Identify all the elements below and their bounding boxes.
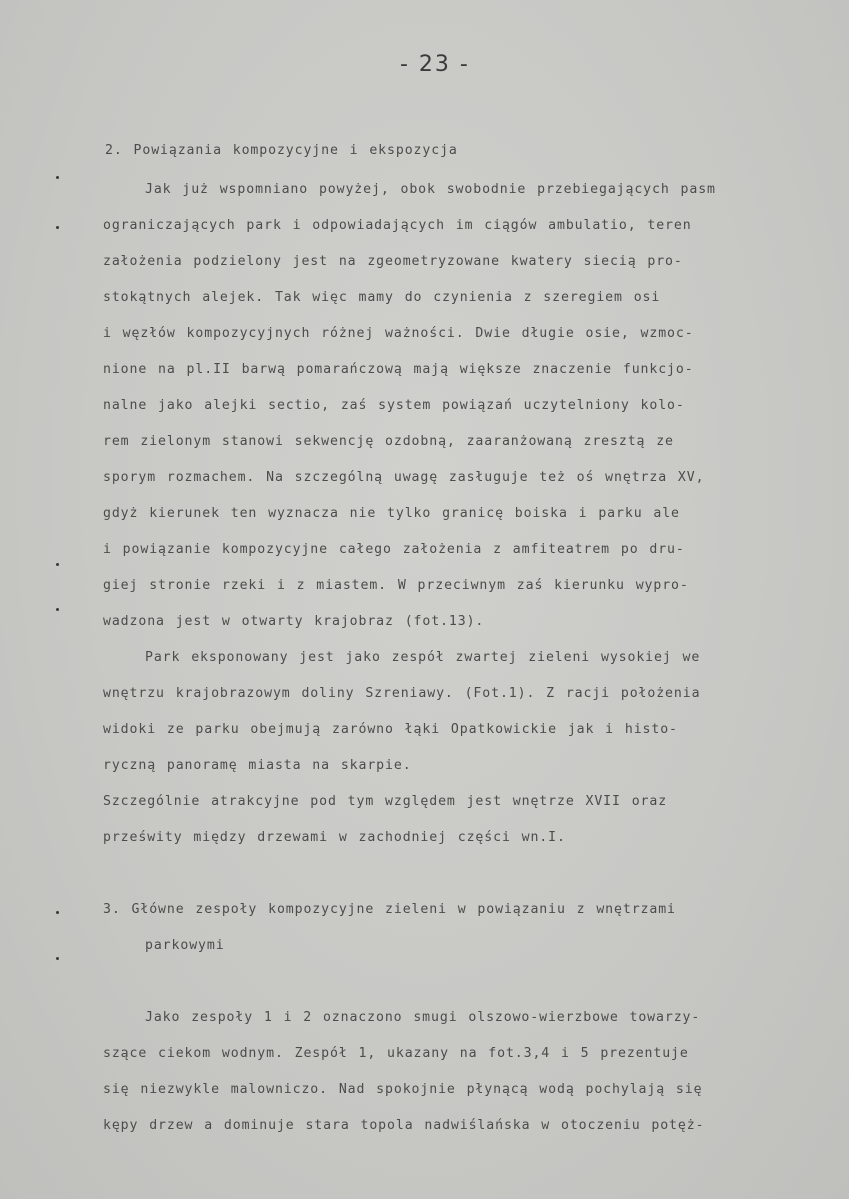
text-line: kępy drzew a dominuje stara topola nadwiślańska w otoczeniu potęż- — [103, 1118, 705, 1133]
text-line: widoki ze parku obejmują zarówno łąki Opatkowickie jak i histo- — [103, 722, 678, 737]
text-line: Park eksponowany jest jako zespół zwartej zieleni wysokiej we — [145, 650, 701, 665]
margin-dot — [56, 957, 59, 960]
text-line: ograniczających park i odpowiadających im ciągów ambulatio, teren — [103, 218, 692, 233]
section-heading-continuation: parkowymi — [145, 938, 225, 953]
text-line: giej stronie rzeki i z miastem. W przeciwnym zaś kierunku wypro- — [103, 578, 689, 593]
text-line: szące ciekom wodnym. Zespół 1, ukazany na fot.3,4 i 5 prezentuje — [103, 1046, 689, 1061]
text-line: wadzona jest w otwarty krajobraz (fot.13). — [103, 614, 485, 629]
text-line: się niezwykle malowniczo. Nad spokojnie płynącą wodą pochylają się — [103, 1082, 703, 1097]
text-line: nione na pl.II barwą pomarańczową mają większe znaczenie funkcjo- — [103, 362, 694, 377]
text-line: wnętrzu krajobrazowym doliny Szreniawy. (Fot.1). Z racji położenia — [103, 686, 701, 701]
text-line: rem zielonym stanowi sekwencję ozdobną, zaaranżowaną zresztą ze — [103, 434, 674, 449]
text-line: Jak już wspomniano powyżej, obok swobodnie przebiegających pasm — [145, 182, 716, 197]
text-line: Jako zespoły 1 i 2 oznaczono smugi olszowo-wierzbowe towarzy- — [145, 1010, 701, 1025]
text-line: nalne jako alejki sectio, zaś system powiązań uczytelniony kolo- — [103, 398, 685, 413]
text-line: stokątnych alejek. Tak więc mamy do czynienia z szeregiem osi — [103, 290, 661, 305]
margin-dot — [56, 608, 59, 611]
section-heading: 3. Główne zespoły kompozycyjne zieleni w powiązaniu z wnętrzami — [103, 902, 676, 917]
text-line: i powiązanie kompozycyjne całego założenia z amfiteatrem po dru- — [103, 542, 685, 557]
margin-dot — [56, 563, 59, 566]
page-number: - 23 - — [400, 52, 470, 77]
text-line: Szczególnie atrakcyjne pod tym względem jest wnętrze XVII oraz — [103, 794, 668, 809]
text-line: ryczną panoramę miasta na skarpie. — [103, 758, 412, 773]
text-line: sporym rozmachem. Na szczególną uwagę zasługuje też oś wnętrza XV, — [103, 470, 705, 485]
margin-dot — [56, 176, 59, 179]
text-line: prześwity między drzewami w zachodniej części wn.I. — [103, 830, 566, 845]
margin-dot — [56, 911, 59, 914]
text-line: gdyż kierunek ten wyznacza nie tylko granicę boiska i parku ale — [103, 506, 680, 521]
text-line: założenia podzielony jest na zgeometryzowane kwatery siecią pro- — [103, 254, 683, 269]
section-heading: 2. Powiązania kompozycyjne i ekspozycja — [105, 143, 458, 158]
text-line: i węzłów kompozycyjnych różnej ważności. Dwie długie osie, wzmoc- — [103, 326, 694, 341]
margin-dot — [56, 226, 59, 229]
